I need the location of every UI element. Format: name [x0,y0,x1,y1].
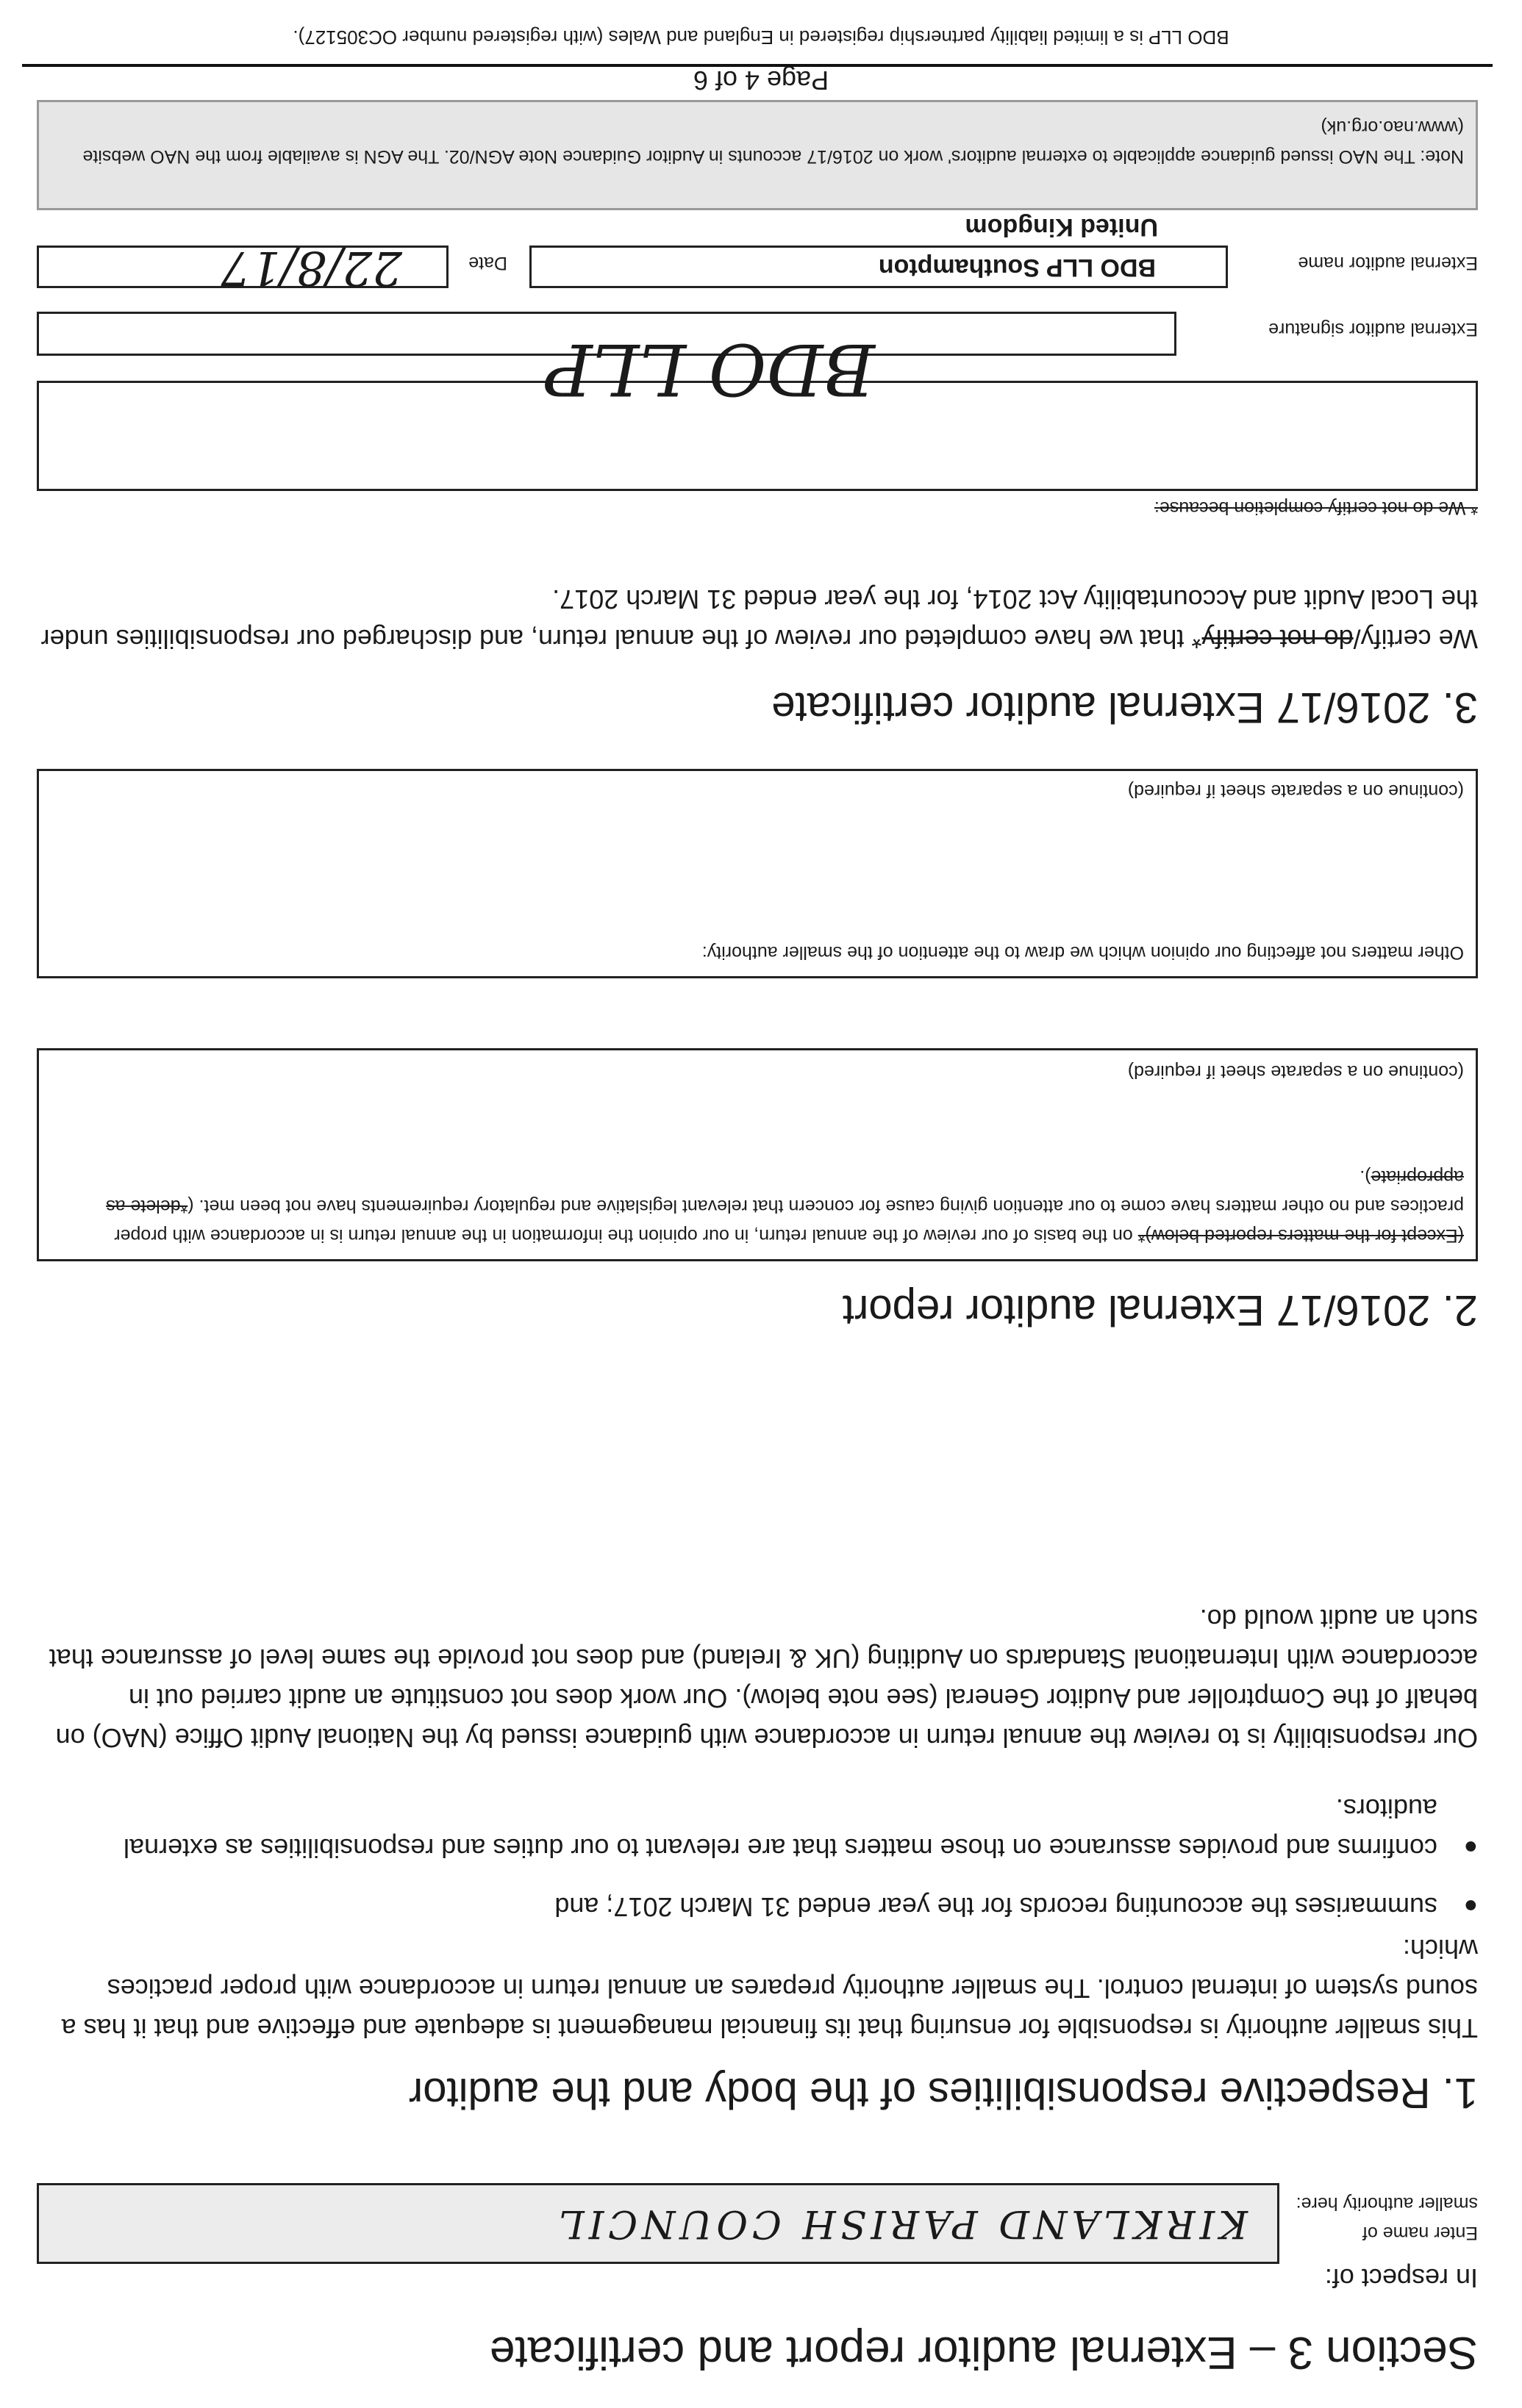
auditor-location-value: United Kingdom [965,213,1158,241]
certificate-pre-text: We certify/ [1353,624,1478,654]
continue-note-1: (continue on a separate sheet if required) [1127,1061,1464,1082]
auditor-name-value: BDO LLP Southampton [878,254,1156,282]
date-field[interactable] [37,240,449,295]
part2-heading: 2. 2016/17 External auditor report [842,1286,1478,1334]
certificate-main-text: * that we have completed our review of the annual return, and discharged our responsibilities under the Local Audit and Accountability Act 2014, for the year ended 31 March 2017. [40,584,1478,654]
bullet-icon: ● [1463,1893,1478,1920]
certificate-struck-text: do not certify [1201,624,1354,654]
report-end-text: ). [1360,1167,1371,1187]
authority-name-field[interactable] [37,2183,1279,2264]
bullet-icon: ● [1463,1835,1478,1861]
auditor-name-label: External auditor name [1298,253,1478,273]
footer-legal-text: BDO LLP is a limited liability partnership registered in England and Wales (with registered number OC305127). [293,26,1229,49]
auditor-signature-handwriting: BDO LLP [545,328,875,410]
other-matters-label: Other matters not affecting our opinion which we draw to the attention of the smaller authority: [701,942,1464,963]
date-label: Date [468,253,507,273]
part1-heading: 1. Respective responsibilities of the body and the auditor [408,2069,1478,2117]
date-handwriting: 22/8/17 [221,240,402,295]
enter-name-label-line2: smaller authority here: [1296,2193,1478,2214]
report-struck-text: (Except for the matters reported below)* [1137,1225,1464,1246]
section-title: Section 3 – External auditor report and certificate [489,2327,1478,2378]
bullet1-text: summarises the accounting records for the year ended 31 March 2017; and [554,1892,1437,1922]
authority-name-handwriting: KIRKLAND PARISH COUNCIL [554,2201,1248,2246]
external-auditor-report-text [52,1162,1464,1250]
enter-name-label [1296,2189,1478,2248]
other-matters-box[interactable] [37,769,1478,978]
report-main-text: on the basis of our review of the annual return, in our opinion the information in the annual return is in accordance with proper practices and no other matters have come to our attention giving cause for concern that relevant legislative and regulatory requirements have not been met. ( [114,1196,1464,1246]
in-respect-of-label: In respect of: [1324,2263,1478,2293]
not-certify-label: * We do not certify completion because: [1154,498,1478,518]
report-delete-note: *delete as appropriate [106,1167,1464,1216]
continue-note-2: (continue on a separate sheet if required) [1127,781,1464,801]
signature-label: External auditor signature [1268,319,1478,340]
certificate-text [37,579,1478,659]
nao-note-box [37,100,1478,210]
bullet2-text: confirms and provides assurance on those matters that are relevant to our duties and responsibilities as external auditors. [124,1794,1437,1863]
part3-heading: 3. 2016/17 External auditor certificate [771,684,1478,731]
part1-paragraph1: This smaller authority is responsible for ensuring that its financial management is adequate and effective and that it has a sound system of internal control. The smaller authority prepares an annual return in accordance with proper practices which: [61,1934,1478,2043]
external-auditor-report-box[interactable] [37,1048,1478,1261]
footer-divider [22,64,1493,67]
auditor-name-field[interactable] [529,246,1228,288]
page-number: Page 4 of 6 [693,65,829,96]
part1-paragraph2: Our responsibility is to review the annual return in accordance with guidance issued by the National Audit Office (NAO) on behalf of the Comptroller and Auditor General (see note below). Our work does not constitute an audit carried out in accordance with International Standards on Auditing (UK & Ireland) and does not provide the same level of assurance that such an audit would do. [49,1604,1478,1753]
nao-note-text: Note: The NAO issued guidance applicable to external auditors' work on 2016/17 accounts in Auditor Guidance Note AGN/02. The AGN is available from the NAO website (www.nao.org.uk) [82,117,1464,167]
enter-name-label-line1: Enter name of [1362,2223,1478,2243]
